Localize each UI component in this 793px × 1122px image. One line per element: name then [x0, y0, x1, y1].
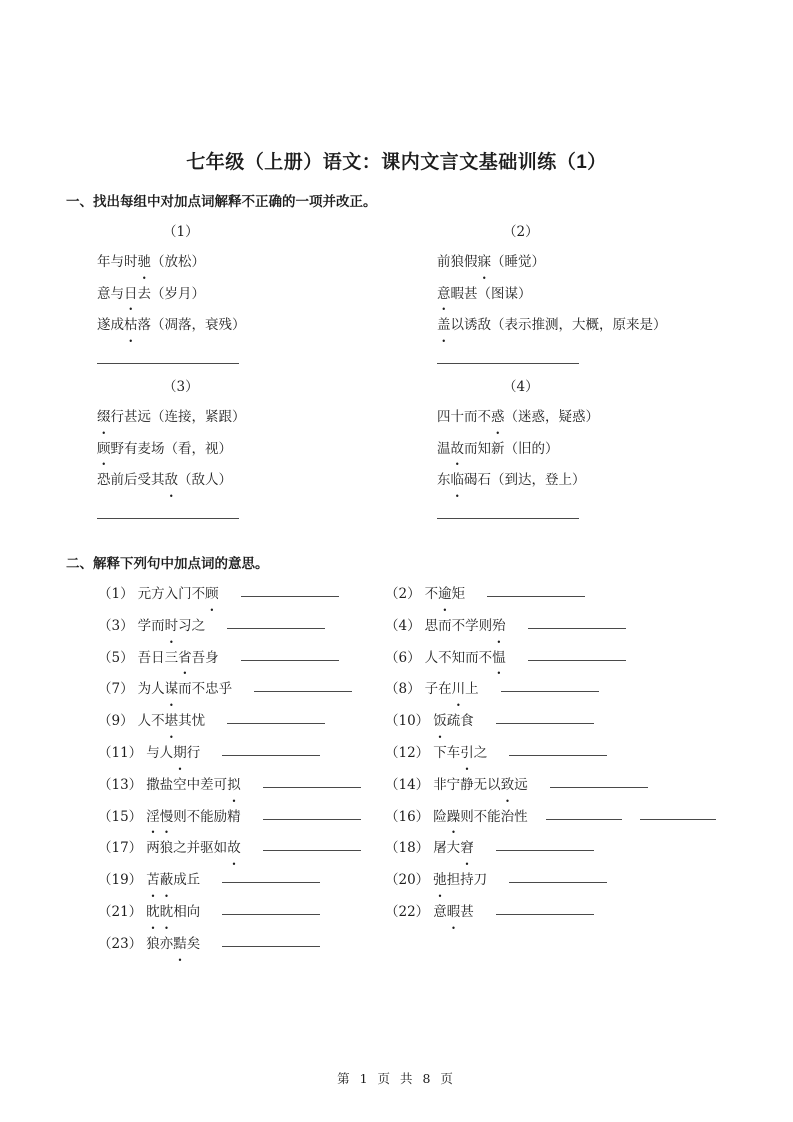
group-line	[97, 465, 437, 497]
emphasized-char: 逾	[438, 586, 452, 602]
answer-blank	[222, 753, 320, 756]
item-number: （23）	[98, 935, 143, 952]
exercise-item	[385, 865, 766, 897]
item-number: （13）	[98, 776, 143, 793]
section-one-heading: 一、找出每组中对加点词解释不正确的一项并改正。	[66, 194, 377, 209]
emphasized-char: 顾	[97, 440, 111, 457]
item-text	[425, 681, 479, 697]
group-line	[437, 310, 747, 342]
item-text	[433, 777, 528, 793]
word-group	[97, 218, 437, 373]
group-line	[97, 402, 437, 434]
emphasized-char: 躁	[446, 808, 461, 825]
exercise-item	[98, 706, 385, 738]
phrase-text: 吾身	[191, 649, 219, 666]
item-text	[138, 681, 233, 697]
emphasized-char: 惑	[491, 409, 505, 425]
item-text	[146, 809, 241, 825]
emphasized-char: 谋	[164, 681, 179, 698]
page-title: 七年级（上册）语文：课内文言文基础训练（1）	[186, 152, 607, 173]
phrase-text: 不	[424, 586, 439, 602]
word-group	[437, 218, 747, 373]
emphasized-char: 堪	[164, 713, 179, 730]
answer-blank	[254, 689, 352, 692]
phrase-text: 元方入门不	[137, 586, 206, 602]
phrase-text: 撒盐空中差可	[146, 776, 228, 793]
answer-blank	[528, 626, 626, 629]
item-number: （5）	[98, 649, 134, 666]
phrase-text: 前狼假	[437, 254, 478, 270]
item-text	[146, 745, 200, 761]
emphasized-char: 川	[451, 681, 466, 698]
phrase-text: （敌人）	[178, 472, 232, 488]
phrase-text: 四十而不	[437, 409, 491, 425]
section-one-groups	[97, 218, 747, 528]
exercise-item	[98, 674, 385, 706]
emphasized-char: 驰	[137, 254, 151, 270]
item-text	[425, 618, 506, 634]
item-text	[138, 650, 219, 666]
emphasized-char: 黠	[173, 935, 187, 952]
exercise-item	[98, 897, 385, 929]
item-text	[433, 872, 487, 888]
group-line	[437, 279, 747, 311]
phrase-text: 相向	[173, 903, 201, 920]
phrase-text: （迷惑，疑惑）	[504, 409, 599, 425]
phrase-text: 人不知而不	[424, 649, 493, 666]
answer-blank	[97, 363, 239, 364]
answer-blank	[227, 626, 325, 629]
emphasized-char: 蔽	[159, 872, 174, 889]
exercise-item	[98, 738, 385, 770]
phrase-text: 矣	[186, 935, 201, 952]
phrase-text: 成丘	[173, 872, 201, 889]
answer-blank	[437, 363, 579, 364]
answer-blank	[509, 753, 607, 756]
phrase-text: 暇甚（图谋）	[450, 285, 532, 302]
emphasized-char: 窘	[460, 840, 474, 857]
phrase-text: 而知新（旧的）	[464, 440, 559, 457]
item-number: （6）	[385, 649, 421, 666]
answer-blank	[509, 880, 607, 883]
emphasized-char: 苫	[146, 872, 160, 889]
answer-blank	[496, 848, 594, 851]
item-number: （8）	[385, 681, 421, 698]
answer-blank	[496, 912, 594, 915]
phrase-text: 则不能治性	[460, 808, 528, 825]
item-text	[433, 809, 528, 825]
emphasized-char: 暇	[446, 903, 461, 920]
answer-blank	[241, 658, 339, 661]
phrase-text: 担持刀	[446, 872, 488, 889]
group-line	[437, 465, 747, 497]
emphasized-char: 枯	[124, 317, 138, 333]
emphasized-char: 愠	[492, 649, 506, 666]
exercise-item	[385, 706, 766, 738]
phrase-text: 野有麦场（看，视）	[110, 440, 232, 457]
emphasized-char: 意	[437, 285, 451, 302]
emphasized-char: 致	[500, 776, 515, 793]
item-number: （18）	[385, 840, 430, 857]
item-text	[138, 586, 219, 602]
exercise-item	[98, 579, 385, 611]
phrase-text: 人不	[137, 713, 165, 730]
emphasized-char: 眈	[159, 903, 174, 920]
item-number: （19）	[98, 872, 143, 889]
exercise-item	[385, 579, 766, 611]
answer-blank	[222, 944, 320, 947]
emphasized-char: 盖	[437, 317, 451, 333]
answer-blank	[263, 817, 361, 820]
phrase-text: 恐前后受其	[97, 472, 165, 488]
phrase-text: 狼亦	[146, 935, 174, 952]
item-number: （12）	[385, 744, 430, 761]
exercise-item	[98, 643, 385, 675]
answer-blank	[501, 689, 599, 692]
phrase-text: （放松）	[151, 254, 205, 270]
emphasized-char: 省	[178, 649, 192, 666]
word-group	[437, 373, 747, 528]
item-text	[433, 745, 487, 761]
phrase-text: 吾日三	[137, 649, 179, 666]
phrase-text: 险	[433, 808, 447, 825]
item-text	[146, 904, 200, 920]
exercise-item	[98, 865, 385, 897]
phrase-text: 而不忠乎	[178, 681, 233, 698]
phrase-text: 则不能励精	[173, 808, 241, 825]
phrase-text: 甚	[460, 903, 474, 920]
item-text	[433, 713, 474, 729]
answer-blank	[437, 518, 579, 519]
item-number: （22）	[385, 903, 430, 920]
item-number: （14）	[385, 776, 430, 793]
item-number: （21）	[98, 903, 143, 920]
phrase-text: 为人	[137, 681, 165, 698]
phrase-text: 温	[437, 440, 451, 457]
item-text	[425, 586, 466, 602]
item-number: （7）	[98, 681, 134, 698]
group-line	[97, 247, 437, 279]
item-number: （11）	[98, 744, 143, 761]
item-number: （10）	[385, 713, 430, 730]
word-group	[97, 373, 437, 528]
answer-blank	[546, 817, 622, 820]
item-text	[425, 650, 506, 666]
phrase-text: 落（凋落，衰残）	[137, 317, 246, 333]
item-number: （4）	[385, 617, 421, 634]
phrase-text: 子在	[424, 681, 452, 698]
item-number: （2）	[385, 586, 421, 602]
item-text	[146, 777, 241, 793]
emphasized-char: 缀	[97, 409, 111, 425]
emphasized-char: 引	[460, 744, 474, 761]
answer-blank	[496, 721, 594, 724]
phrase-text: 其忧	[178, 713, 206, 730]
answer-blank	[487, 594, 585, 597]
answer-blank	[97, 518, 239, 519]
answer-blank	[222, 912, 320, 915]
emphasized-char: 故	[227, 840, 241, 857]
item-text	[138, 618, 206, 634]
phrase-text: 行甚远（连接，紧跟）	[110, 409, 246, 425]
phrase-text: 与人	[146, 744, 174, 761]
answer-blank	[227, 721, 325, 724]
answer-blank	[263, 785, 361, 788]
emphasized-char: 弛	[433, 872, 447, 889]
phrase-text: 东	[437, 472, 451, 488]
emphasized-char: 临	[450, 472, 464, 488]
item-text	[146, 840, 241, 856]
phrase-text: 意与	[97, 285, 124, 302]
group-line	[97, 279, 437, 311]
phrase-text: 之	[473, 744, 488, 761]
phrase-text: 非宁静无以	[433, 776, 501, 793]
group-line	[437, 402, 747, 434]
phrase-text: 以诱敌（表示推测，大概，原来是）	[450, 317, 667, 333]
exercise-item	[98, 611, 385, 643]
answer-blank	[640, 817, 716, 820]
phrase-text: 屠大	[433, 840, 461, 857]
exercise-item	[385, 897, 766, 929]
emphasized-char: 殆	[492, 617, 506, 634]
exercise-item	[98, 802, 385, 834]
phrase-text: 碣石（到达，登上）	[464, 472, 586, 488]
answer-blank	[550, 785, 648, 788]
item-number: （17）	[98, 840, 143, 857]
phrase-text: （睡觉）	[491, 254, 545, 270]
group-line	[437, 247, 747, 279]
phrase-text: 思而不学则	[424, 617, 493, 634]
phrase-text: 下车	[433, 744, 461, 761]
emphasized-char: 时	[164, 617, 179, 634]
exercise-item	[385, 738, 766, 770]
item-text	[433, 840, 474, 856]
emphasized-char: 期	[173, 744, 187, 761]
item-number: （3）	[98, 617, 134, 634]
exercise-item	[98, 929, 385, 961]
group-label: （2）	[503, 224, 539, 240]
item-number: （1）	[98, 586, 134, 602]
emphasized-char: 饭	[433, 713, 447, 730]
phrase-text: 上	[465, 681, 479, 698]
phrase-text: 年与时	[97, 254, 138, 270]
item-number: （15）	[98, 808, 143, 825]
group-label: （3）	[163, 379, 199, 395]
item-number: （20）	[385, 872, 430, 889]
group-label: （1）	[163, 224, 199, 240]
emphasized-char: 敌	[164, 472, 178, 488]
exercise-item	[385, 802, 766, 834]
emphasized-char: 日	[124, 285, 138, 302]
answer-blank	[241, 594, 339, 597]
item-text	[433, 904, 474, 920]
phrase-text: 遂成	[97, 317, 124, 333]
answer-blank	[222, 880, 320, 883]
item-number: （9）	[98, 713, 134, 730]
phrase-text: 矩	[451, 586, 466, 602]
item-text	[146, 872, 200, 888]
phrase-text: 远	[514, 776, 528, 793]
exercise-item	[385, 770, 766, 802]
emphasized-char: 淫	[146, 808, 160, 825]
exercise-item	[385, 611, 766, 643]
phrase-text: 两狼之并驱如	[146, 840, 228, 857]
item-text	[138, 713, 206, 729]
answer-blank	[528, 658, 626, 661]
exercise-item	[385, 674, 766, 706]
exercise-item	[98, 770, 385, 802]
group-label: （4）	[503, 379, 539, 395]
group-line	[437, 434, 747, 466]
phrase-text: 习之	[178, 617, 206, 634]
phrase-text: 学而	[137, 617, 165, 634]
emphasized-char: 寐	[477, 254, 491, 270]
emphasized-char: 故	[450, 440, 464, 457]
phrase-text: 去（岁月）	[137, 285, 205, 302]
item-number: （16）	[385, 808, 430, 825]
group-line	[97, 310, 437, 342]
exercise-item	[385, 643, 766, 675]
exercise-item	[385, 833, 766, 865]
item-text	[146, 936, 200, 952]
page-number-footer: 第 1 页 共 8 页	[337, 1071, 456, 1086]
emphasized-char: 拟	[227, 776, 241, 793]
exercise-item	[98, 833, 385, 865]
phrase-text: 意	[433, 903, 447, 920]
section-two-heading: 二、解释下列句中加点词的意思。	[66, 556, 269, 571]
emphasized-char: 眈	[146, 903, 160, 920]
answer-blank	[263, 848, 361, 851]
phrase-text: 疏食	[446, 713, 474, 730]
section-two-items	[98, 579, 766, 961]
phrase-text: 行	[186, 744, 201, 761]
emphasized-char: 顾	[205, 586, 219, 602]
emphasized-char: 慢	[159, 808, 174, 825]
group-line	[97, 434, 437, 466]
